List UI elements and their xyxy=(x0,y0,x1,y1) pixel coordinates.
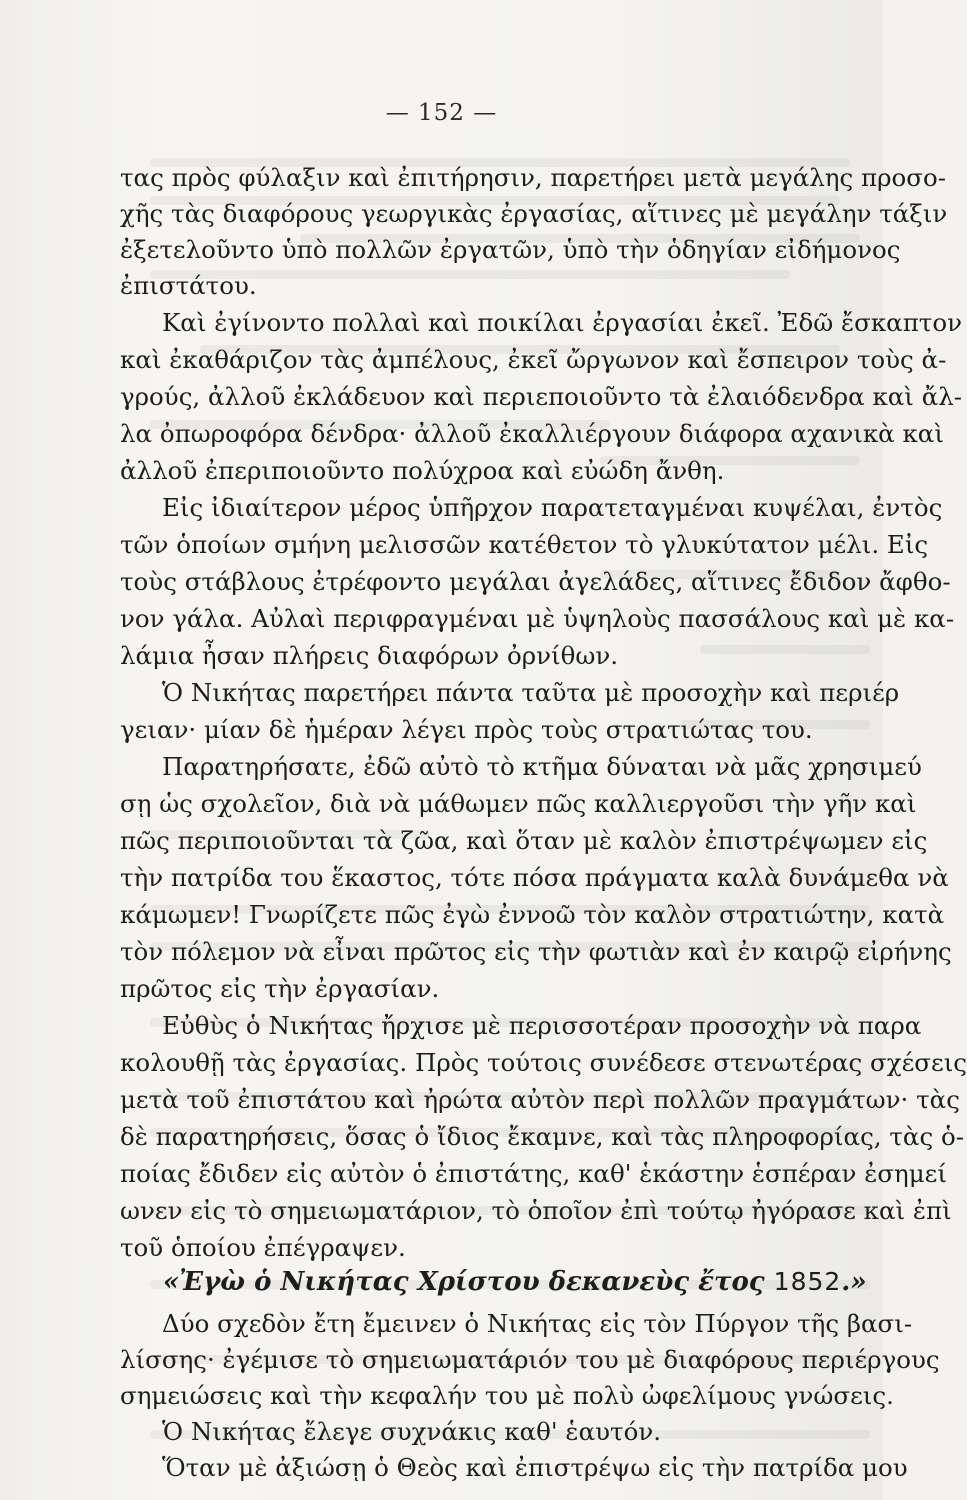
text-line: λάμια ἦσαν πλήρεις διαφόρων ὀρνίθων. xyxy=(120,641,619,670)
paragraph-start: Δύο σχεδὸν ἔτη ἔμεινεν ὁ Νικήτας εἰς τὸν Πύργον τῆς βασι- xyxy=(162,1309,913,1338)
text-line: ἐξετελοῦντο ὑπὸ πολλῶν ἐργατῶν, ὑπὸ τὴν ὁδηγίαν εἰδήμονος xyxy=(120,235,901,264)
text-line: καὶ ἐκαθάριζον τὰς ἀμπέλους, ἐκεῖ ὤργωνον καὶ ἔσπειρον τοὺς ἀ- xyxy=(120,345,947,374)
text-line: τῶν ὁποίων σμήνη μελισσῶν κατέθετον τὸ γλυκύτατον μέλι. Εἰς xyxy=(120,530,929,559)
text-line: γρούς, ἀλλοῦ ἐκλάδευον καὶ περιεποιοῦντο τὰ ἐλαιόδενδρα καὶ ἄλ- xyxy=(120,382,963,411)
text-line: ποίας ἔδιδεν εἰς αὐτὸν ὁ ἐπιστάτης, καθ' ἑκάστην ἑσπέραν ἐσημεί xyxy=(120,1159,947,1188)
page-number: — 152 — xyxy=(385,100,498,126)
quoted-inscription-heading xyxy=(163,1262,867,1302)
inscription-year: 1852 xyxy=(773,1267,842,1296)
paragraph-start: Ὁ Νικήτας ἔλεγε συχνάκις καθ' ἑαυτόν. xyxy=(162,1417,662,1446)
text-line: γειαν· μίαν δὲ ἡμέραν λέγει πρὸς τοὺς στρατιώτας του. xyxy=(120,715,813,744)
text-line: κολουθῇ τὰς ἐργασίας. Πρὸς τούτοις συνέδεσε στενωτέρας σχέσεις xyxy=(120,1048,967,1077)
paragraph-start: Καὶ ἐγίνοντο πολλαὶ καὶ ποικίλαι ἐργασίαι ἐκεῖ. Ἐδῶ ἔσκαπτον xyxy=(162,308,962,337)
paragraph-start: Εἰς ἰδιαίτερον μέρος ὑπῆρχον παρατεταγμέναι κυψέλαι, ἐντὸς xyxy=(162,493,943,522)
text-line: τοὺς στάβλους ἐτρέφοντο μεγάλαι ἀγελάδες, αἵτινες ἔδιδον ἄφθο- xyxy=(120,567,951,596)
text-line: δὲ παρατηρήσεις, ὅσας ὁ ἴδιος ἔκαμνε, καὶ τὰς πληροφορίας, τὰς ὁ- xyxy=(120,1122,965,1151)
paragraph-start: Εὐθὺς ὁ Νικήτας ἤρχισε μὲ περισσοτέραν προσοχὴν νὰ παρα xyxy=(162,1011,922,1040)
paragraph-start: Ὅταν μὲ ἀξιώσῃ ὁ Θεὸς καὶ ἐπιστρέψω εἰς τὴν πατρίδα μου xyxy=(162,1453,908,1482)
text-line: λίσσης· ἐγέμισε τὸ σημειωματάριόν του μὲ διαφόρους περιέργους xyxy=(120,1345,940,1374)
text-line: ἀλλοῦ ἐπεριποιοῦντο πολύχροα καὶ εὐώδη ἄνθη. xyxy=(120,456,725,485)
paragraph-start: Παρατηρήσατε, ἐδῶ αὐτὸ τὸ κτῆμα δύναται νὰ μᾶς χρησιμεύ xyxy=(162,752,922,781)
text-line: λα ὀπωροφόρα δένδρα· ἀλλοῦ ἐκαλλιέργουν διάφορα αχανικὰ καὶ xyxy=(120,419,944,448)
text-line: τὴν πατρίδα του ἕκαστος, τότε πόσα πράγματα καλὰ δυνάμεθα νὰ xyxy=(120,863,949,892)
inscription-text: «Ἐγὼ ὁ Νικήτας Χρίστου δεκανεὺς ἔτος xyxy=(163,1267,774,1297)
text-line: τοῦ ὁποίου ἐπέγραψεν. xyxy=(120,1233,406,1262)
text-line: πῶς περιποιοῦνται τὰ ζῶα, καὶ ὅταν μὲ καλὸν ἐπιστρέψωμεν εἰς xyxy=(120,826,928,855)
text-line: τὸν πόλεμον νὰ εἶναι πρῶτος εἰς τὴν φωτιὰν καὶ ἐν καιρῷ εἰρήνης xyxy=(120,937,952,966)
text-line: μετὰ τοῦ ἐπιστάτου καὶ ἠρώτα αὐτὸν περὶ πολλῶν πραγμάτων· τὰς xyxy=(120,1085,960,1114)
text-line: σημειώσεις καὶ τὴν κεφαλήν του μὲ πολὺ ὠφελίμους γνώσεις. xyxy=(120,1381,894,1410)
text-line: νον γάλα. Αὐλαὶ περιφραγμέναι μὲ ὑψηλοὺς πασσάλους καὶ μὲ κα- xyxy=(120,604,955,633)
text-line: πρῶτος εἰς τὴν ἐργασίαν. xyxy=(120,974,440,1003)
text-line: ἐπιστάτου. xyxy=(120,271,257,300)
text-line: ωνεν εἰς τὸ σημειωματάριον, τὸ ὁποῖον ἐπὶ τούτῳ ἠγόρασε καὶ ἐπὶ xyxy=(120,1196,952,1225)
text-line: σῃ ὡς σχολεῖον, διὰ νὰ μάθωμεν πῶς καλλιεργοῦσι τὴν γῆν καὶ xyxy=(120,789,917,818)
paragraph-start: Ὁ Νικήτας παρετήρει πάντα ταῦτα μὲ προσοχὴν καὶ περιέρ xyxy=(162,678,900,707)
text-line: τας πρὸς φύλαξιν καὶ ἐπιτήρησιν, παρετήρει μετὰ μεγάλης προσο- xyxy=(120,163,946,192)
text-line: κάμωμεν! Γνωρίζετε πῶς ἐγὼ ἐννοῶ τὸν καλὸν στρατιώτην, κατὰ xyxy=(120,900,945,929)
inscription-close: .» xyxy=(841,1267,867,1297)
text-line: χῆς τὰς διαφόρους γεωργικὰς ἐργασίας, αἵτινες μὲ μεγάλην τάξιν xyxy=(120,199,948,228)
